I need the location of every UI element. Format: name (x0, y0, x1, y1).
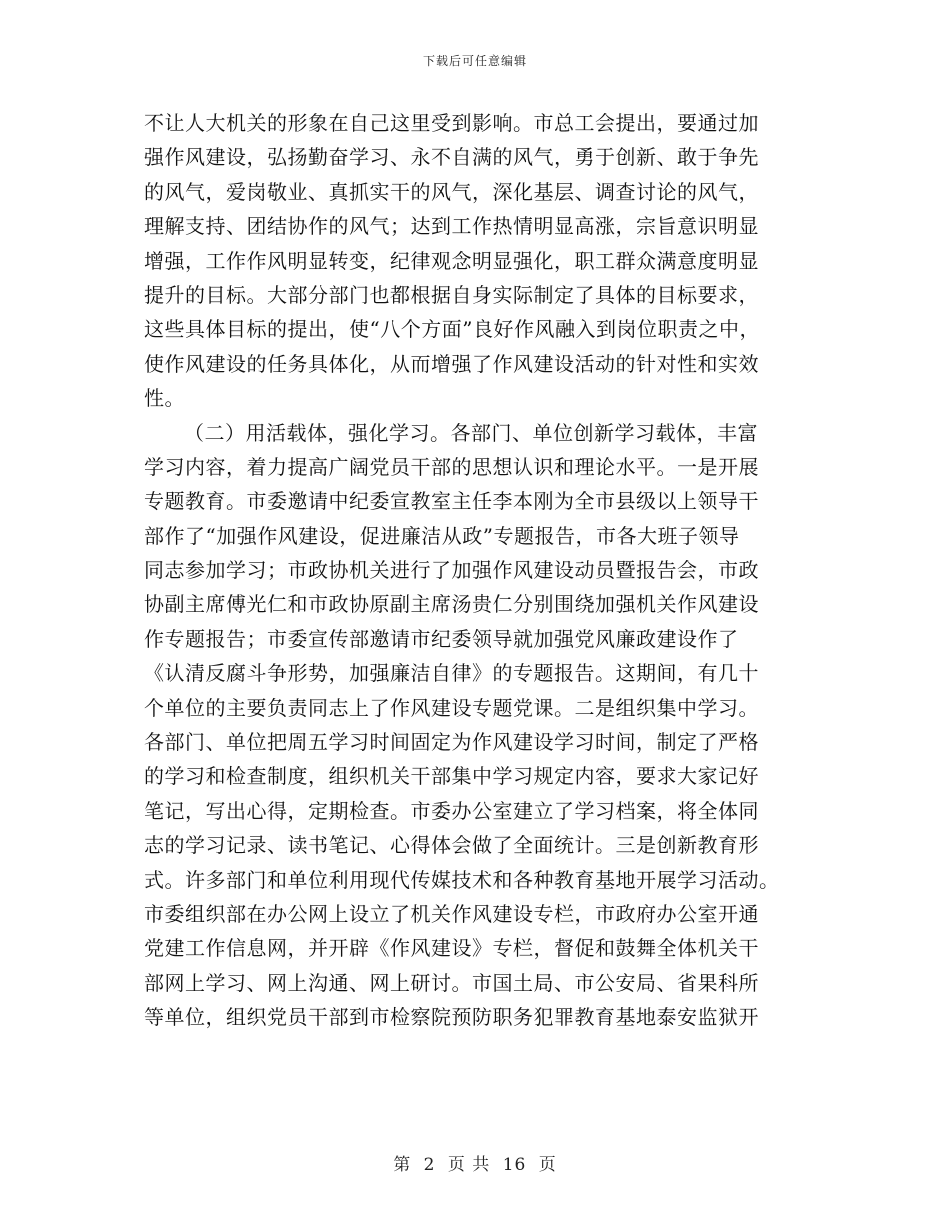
text-line: 市委组织部在办公网上设立了机关作风建设专栏，市政府办公室开通 (144, 901, 759, 926)
text-line: 笔记，写出心得，定期检查。市委办公室建立了学习档案，将全体同 (144, 798, 759, 823)
text-line: 党建工作信息网，并开辟《作风建设》专栏，督促和鼓舞全体机关干 (144, 936, 759, 961)
text-line: 学习内容，着力提高广阔党员干部的思想认识和理论水平。一是开展 (144, 454, 759, 479)
text-line: 强作风建设，弘扬勤奋学习、永不自满的风气，勇于创新、敢于争先 (144, 145, 759, 170)
text-line: 部作了“加强作风建设，促进廉洁从政”专题报告，市各大班子领导 (144, 523, 740, 548)
text-line: 提升的目标。大部分部门也都根据自身实际制定了具体的目标要求， (144, 282, 759, 307)
page-footer-middle: 页 共 (447, 1155, 491, 1175)
text-line: 使作风建设的任务具体化，从而增强了作风建设活动的针对性和实效 (144, 351, 759, 376)
text-line: 专题教育。市委邀请中纪委宣教室主任李本刚为全市县级以上领导干 (144, 489, 759, 514)
page-header-note: 下载后可任意编辑 (422, 54, 527, 68)
page-number-footer (0, 1150, 950, 1175)
current-page-number: 2 (423, 1155, 436, 1175)
text-line: 个单位的主要负责同志上了作风建设专题党课。二是组织集中学习。 (144, 695, 759, 720)
text-line: 增强，工作作风明显转变，纪律观念明显强化，职工群众满意度明显 (144, 248, 759, 273)
text-line: 《认清反腐斗争形势，加强廉洁自律》的专题报告。这期间，有几十 (144, 661, 759, 686)
page-footer-prefix: 第 (393, 1155, 412, 1175)
total-page-count: 16 (502, 1155, 527, 1175)
text-line: 这些具体目标的提出，使“八个方面”良好作风融入到岗位职责之中， (144, 317, 760, 342)
text-line: 理解支持、团结协作的风气；达到工作热情明显高涨，宗旨意识明显 (144, 214, 759, 239)
document-body (144, 106, 804, 1035)
section-heading-line: （二）用活载体，强化学习。各部门、单位创新学习载体，丰富 (184, 420, 758, 445)
text-line: 协副主席傅光仁和市政协原副主席汤贵仁分别围绕加强机关作风建设 (144, 592, 759, 617)
text-line: 性。 (144, 386, 185, 411)
page-footer-suffix: 页 (538, 1155, 557, 1175)
text-line: 志的学习记录、读书笔记、心得体会做了全面统计。三是创新教育形 (144, 833, 759, 858)
text-line: 各部门、单位把周五学习时间固定为作风建设学习时间，制定了严格 (144, 730, 759, 755)
text-line: 同志参加学习；市政协机关进行了加强作风建设动员暨报告会，市政 (144, 558, 759, 583)
text-line: 部网上学习、网上沟通、网上研讨。市国土局、市公安局、省果科所 (144, 970, 759, 995)
text-line: 式。许多部门和单位利用现代传媒技术和各种教育基地开展学习活动。 (144, 867, 780, 892)
text-line: 的学习和检查制度，组织机关干部集中学习规定内容，要求大家记好 (144, 764, 759, 789)
text-line: 不让人大机关的形象在自己这里受到影响。市总工会提出，要通过加 (144, 111, 759, 135)
text-line: 的风气，爱岗敬业、真抓实干的风气，深化基层、调查讨论的风气， (144, 179, 759, 204)
text-line: 等单位，组织党员干部到市检察院预防职务犯罪教育基地泰安监狱开 (144, 1005, 759, 1030)
text-line: 作专题报告；市委宣传部邀请市纪委领导就加强党风廉政建设作了 (144, 626, 739, 651)
